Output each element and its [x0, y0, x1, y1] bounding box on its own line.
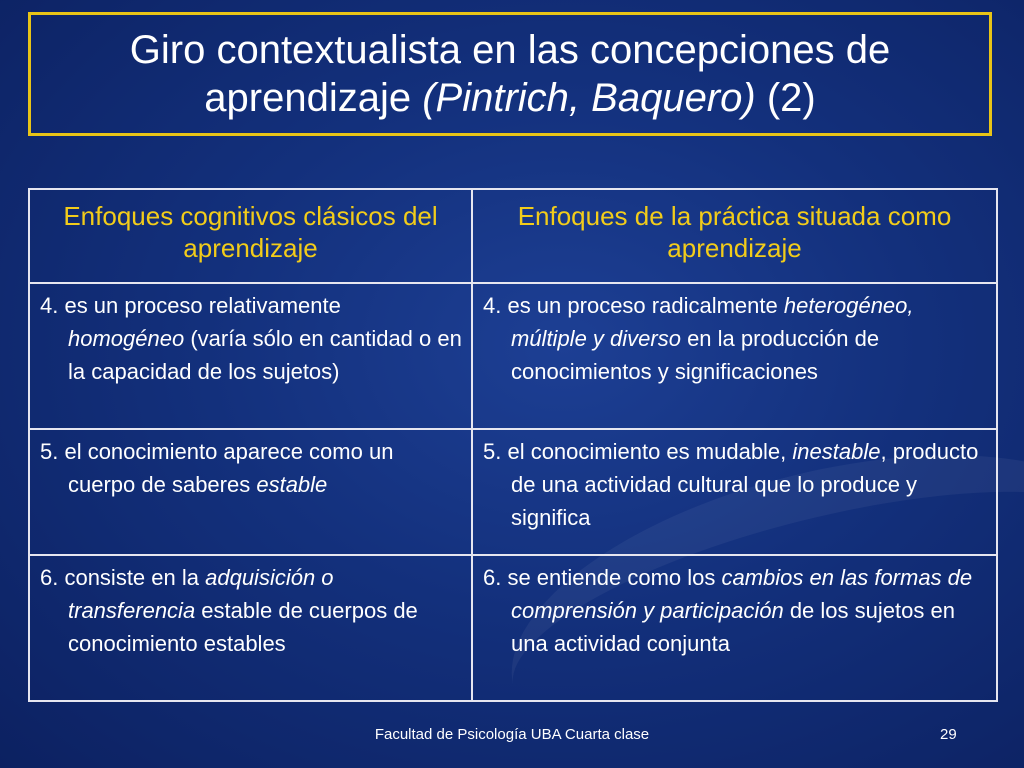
- page-number: 29: [940, 726, 957, 743]
- title-plain: aprendizaje: [204, 76, 423, 120]
- title-line-1: Giro contextualista en las concepciones de: [129, 28, 891, 72]
- header-situated-practice: Enfoques de la práctica situada como aprendizaje: [472, 189, 997, 283]
- footer-text: Facultad de Psicología UBA Cuarta clase: [374, 726, 650, 743]
- title-authors: (Pintrich, Baquero): [422, 76, 756, 120]
- comparison-table: [28, 188, 998, 702]
- cell-right: 4. es un proceso radicalmente heterogéneo, múltiple y diverso en la producción de conocimientos y significaciones: [472, 283, 997, 429]
- header-cognitive-approaches: Enfoques cognitivos clásicos del aprendizaje: [29, 189, 472, 283]
- cell-left: 4. es un proceso relativamente homogéneo (varía sólo en cantidad o en la capacidad de los sujetos): [29, 283, 472, 429]
- title-suffix: (2): [755, 76, 816, 120]
- cell-left: 6. consiste en la adquisición o transferencia estable de cuerpos de conocimiento estables: [29, 555, 472, 701]
- cell-left: 5. el conocimiento aparece como un cuerpo de saberes estable: [29, 429, 472, 555]
- cell-right: 5. el conocimiento es mudable, inestable, producto de una actividad cultural que lo produce y significa: [472, 429, 997, 555]
- table-row: [29, 429, 997, 555]
- table-header-row: [29, 189, 997, 283]
- table-row: [29, 283, 997, 429]
- slide-title: [28, 12, 992, 136]
- title-line-2: [204, 74, 815, 122]
- cell-right: 6. se entiende como los cambios en las formas de comprensión y participación de los sujetos en una actividad conjunta: [472, 555, 997, 701]
- table-row: [29, 555, 997, 701]
